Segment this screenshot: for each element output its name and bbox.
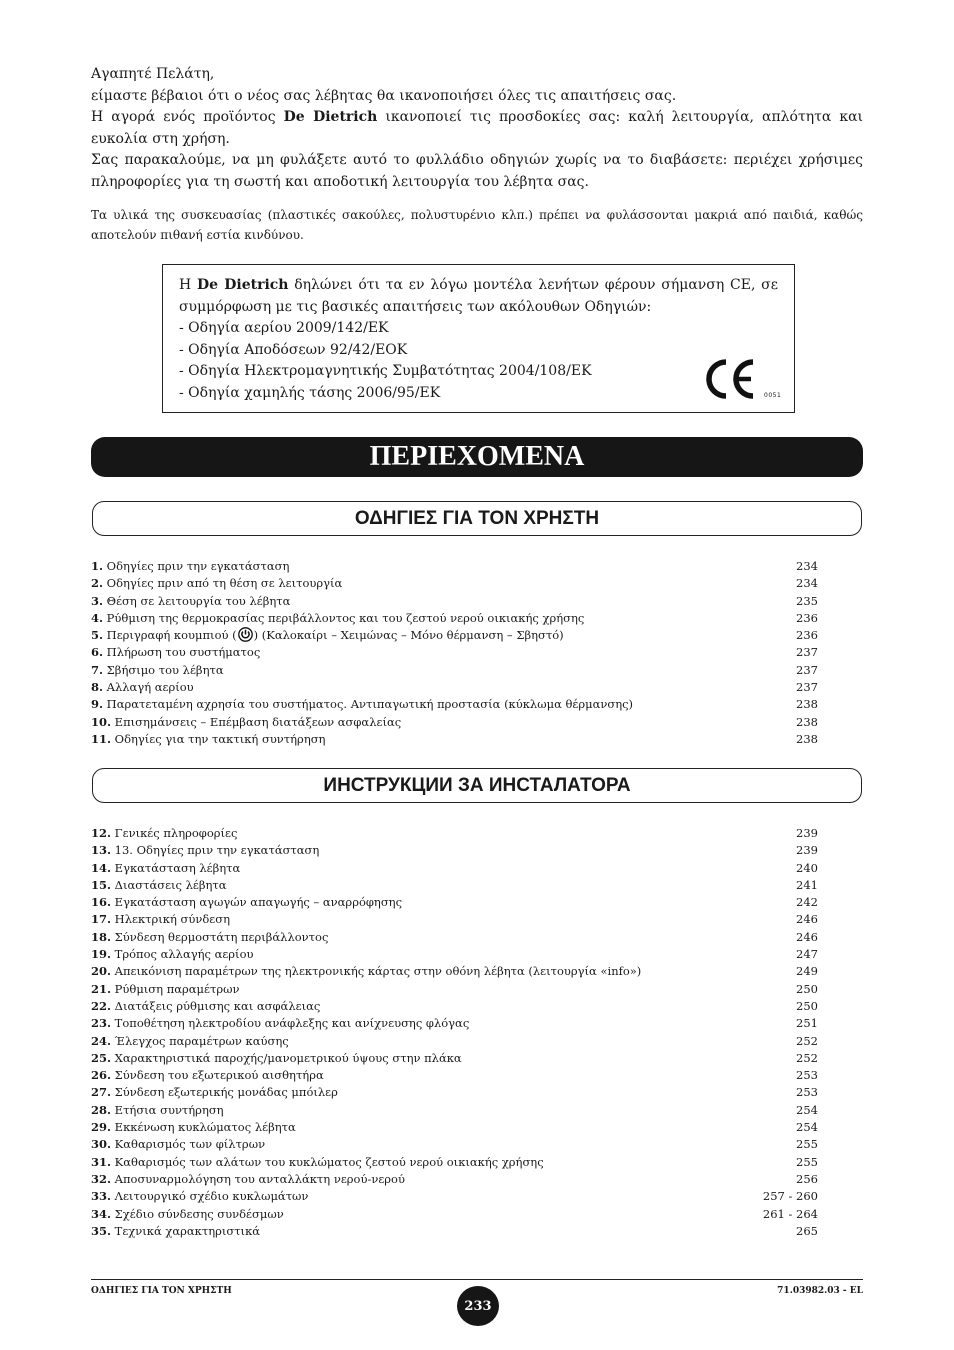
toc-page: 253 xyxy=(796,1068,818,1083)
toc-number: 17. xyxy=(91,912,112,927)
toc-number: 26. xyxy=(91,1068,112,1083)
footer-section-label: ΟΔΗΓΙΕΣ ΓΙΑ ΤΟΝ ΧΡΗΣΤΗ xyxy=(91,1286,232,1296)
toc-text: 13. Οδηγίες πριν την εγκατάσταση xyxy=(114,843,320,858)
toc-item[interactable] xyxy=(91,825,818,842)
toc-item[interactable] xyxy=(91,1067,818,1084)
toc-number: 31. xyxy=(91,1154,112,1169)
toc-page: 252 xyxy=(796,1033,818,1048)
toc-item[interactable] xyxy=(91,1102,818,1119)
power-button-icon xyxy=(238,627,253,642)
user-section-header: ΟΔΗΓΙΕΣ ΓΙΑ ΤΟΝ ΧΡΗΣΤΗ xyxy=(92,501,862,536)
toc-page: 261 - 264 xyxy=(762,1206,818,1221)
toc-text: Παρατεταμένη αχρησία του συστήματος. Αντιπαγωτική προστασία (κύκλωμα θέρμανσης) xyxy=(106,697,634,712)
toc-number: 1. xyxy=(91,559,104,573)
toc-page: 238 xyxy=(796,714,818,729)
toc-number: 5. xyxy=(91,628,104,643)
toc-number: 29. xyxy=(91,1120,112,1135)
brand-name: De Dietrich xyxy=(283,109,378,125)
toc-number: 7. xyxy=(91,662,104,677)
toc-number: 2. xyxy=(91,576,104,591)
toc-item[interactable] xyxy=(91,911,818,928)
intro-text xyxy=(91,64,863,193)
toc-number: 35. xyxy=(91,1223,112,1238)
toc-page: 249 xyxy=(796,964,818,979)
directive-item: - Οδηγία χαμηλής τάσης 2006/95/ΕΚ xyxy=(179,384,441,401)
toc-page: 235 xyxy=(796,593,818,608)
toc-text: Εγκατάσταση λέβητα xyxy=(114,860,241,875)
toc-number: 23. xyxy=(91,1016,112,1031)
toc-item[interactable] xyxy=(91,1154,818,1171)
installer-toc-list xyxy=(91,825,818,1240)
toc-page: 250 xyxy=(796,981,818,996)
toc-text: ) (Καλοκαίρι – Χειμώνας – Μόνο θέρμανση – Σβηστό) xyxy=(253,628,564,643)
toc-page: 234 xyxy=(796,576,818,591)
toc-page: 239 xyxy=(796,843,818,858)
toc-page: 255 xyxy=(796,1137,818,1152)
toc-number: 8. xyxy=(91,680,104,695)
toc-item[interactable] xyxy=(91,1015,818,1032)
toc-number: 25. xyxy=(91,1050,112,1065)
toc-page: 239 xyxy=(796,826,818,840)
toc-number: 24. xyxy=(91,1033,112,1048)
toc-item[interactable] xyxy=(91,679,818,696)
ce-text-part: δηλώνει ότι τα εν λόγω μοντέλα λενήτων φέρουν σήμανση CE, σε συμμόρφωση με τις βασικές απαιτήσεις των ακόλουθων Οδηγιών: xyxy=(179,277,778,315)
toc-page: 240 xyxy=(796,860,818,875)
packaging-warning: Τα υλικά της συσκευασίας (πλαστικές σακούλες, πολυστυρένιο κλπ.) πρέπει να φυλάσσονται μακριά από παιδιά, καθώς αποτελούν πιθανή εστία κινδύνου. xyxy=(91,208,863,242)
toc-item[interactable] xyxy=(91,981,818,998)
toc-page: 237 xyxy=(796,662,818,677)
toc-item[interactable] xyxy=(91,627,818,644)
toc-text: Ρύθμιση παραμέτρων xyxy=(114,981,240,996)
toc-page: 236 xyxy=(796,628,818,643)
toc-number: 9. xyxy=(91,697,104,712)
page-number-badge: 233 xyxy=(457,1286,499,1326)
toc-number: 27. xyxy=(91,1085,112,1100)
toc-text: Επισημάνσεις – Επέμβαση διατάξεων ασφαλείας xyxy=(114,714,402,729)
toc-item[interactable] xyxy=(91,610,818,627)
intro-line: είμαστε βέβαιοι ότι ο νέος σας λέβητας θα ικανοποιήσει όλες τις απαιτήσεις σας. xyxy=(91,87,677,104)
toc-item[interactable] xyxy=(91,946,818,963)
toc-number: 13. xyxy=(91,843,112,858)
ce-text-part: Η xyxy=(179,277,197,293)
toc-text: Οδηγίες πριν την εγκατάσταση xyxy=(106,559,290,573)
toc-item[interactable] xyxy=(91,662,818,679)
intro-text-part: Η αγορά ενός προϊόντος xyxy=(91,109,284,125)
toc-text: Τρόπος αλλαγής αερίου xyxy=(114,947,254,962)
toc-number: 32. xyxy=(91,1171,112,1186)
toc-item[interactable] xyxy=(91,714,818,731)
toc-number: 33. xyxy=(91,1189,112,1204)
toc-item[interactable] xyxy=(91,644,818,661)
toc-text: Οδηγίες πριν από τη θέση σε λειτουργία xyxy=(106,576,343,591)
toc-number: 11. xyxy=(91,731,112,746)
toc-page: 238 xyxy=(796,697,818,712)
intro-line: Σας παρακαλούμε, να μη φυλάξετε αυτό το φυλλάδιο οδηγιών χωρίς να το διαβάσετε: περιέχει χρήσιμες πληροφορίες για τη σωστή και αποδοτική λειτουργία του λέβητα σας. xyxy=(91,152,863,190)
toc-page: 238 xyxy=(796,731,818,746)
toc-page: 250 xyxy=(796,998,818,1013)
toc-item[interactable] xyxy=(91,894,818,911)
ce-declaration-box xyxy=(162,264,795,413)
toc-text: Ηλεκτρική σύνδεση xyxy=(114,912,230,927)
toc-number: 34. xyxy=(91,1206,112,1221)
toc-text: Σύνδεση θερμοστάτη περιβάλλοντος xyxy=(114,929,329,944)
toc-page: 257 - 260 xyxy=(762,1189,818,1204)
toc-number: 18. xyxy=(91,929,112,944)
toc-page: 255 xyxy=(796,1154,818,1169)
toc-page: 265 xyxy=(796,1223,818,1238)
toc-item[interactable] xyxy=(91,929,818,946)
toc-number: 19. xyxy=(91,947,112,962)
toc-item[interactable] xyxy=(91,877,818,894)
toc-text: Σβήσιμο του λέβητα xyxy=(106,662,224,677)
brand-name: De Dietrich xyxy=(196,277,289,293)
toc-number: 14. xyxy=(91,860,112,875)
toc-item[interactable] xyxy=(91,593,818,610)
toc-page: 251 xyxy=(796,1016,818,1031)
ce-intro xyxy=(179,275,778,318)
toc-text: Αποσυναρμολόγηση του ανταλλάκτη νερού-νερού xyxy=(114,1171,405,1186)
toc-item[interactable] xyxy=(91,558,818,575)
toc-number: 4. xyxy=(91,610,104,625)
toc-text: Απεικόνιση παραμέτρων της ηλεκτρονικής κάρτας στην οθόνη λέβητα (λειτουργία «info») xyxy=(114,964,642,979)
toc-text: Σύνδεση του εξωτερικού αισθητήρα xyxy=(114,1068,324,1083)
toc-number: 22. xyxy=(91,998,112,1013)
toc-page: 254 xyxy=(796,1120,818,1135)
toc-item[interactable] xyxy=(91,696,818,713)
ce-mark-icon xyxy=(704,358,764,400)
toc-item[interactable] xyxy=(91,1188,818,1205)
toc-text: Καθαρισμός των αλάτων του κυκλώματος ζεστού νερού οικιακής χρήσης xyxy=(114,1154,544,1169)
toc-number: 16. xyxy=(91,895,112,910)
toc-item[interactable] xyxy=(91,1171,818,1188)
toc-text: Τοποθέτηση ηλεκτροδίου ανάφλεξης και ανίχνευσης φλόγας xyxy=(114,1016,470,1031)
toc-text: Χαρακτηριστικά παροχής/μανομετρικού ύψους στην πλάκα xyxy=(114,1050,462,1065)
footer-doc-code: 71.03982.03 - EL xyxy=(777,1286,863,1296)
toc-item[interactable] xyxy=(91,998,818,1015)
toc-page: 234 xyxy=(796,559,818,573)
toc-item[interactable] xyxy=(91,860,818,877)
toc-page: 256 xyxy=(796,1171,818,1186)
toc-item[interactable] xyxy=(91,963,818,980)
toc-page: 237 xyxy=(796,680,818,695)
toc-number: 28. xyxy=(91,1102,112,1117)
toc-number: 3. xyxy=(91,593,104,608)
toc-text: Ετήσια συντήρηση xyxy=(114,1102,224,1117)
directive-item: - Οδηγία Αποδόσεων 92/42/ΕΟΚ xyxy=(179,341,408,358)
toc-text: Εκκένωση κυκλώματος λέβητα xyxy=(114,1120,296,1135)
toc-item[interactable] xyxy=(91,842,818,859)
toc-page: 252 xyxy=(796,1050,818,1065)
toc-item[interactable] xyxy=(91,731,818,748)
toc-page: 241 xyxy=(796,877,818,892)
toc-text: Τεχνικά χαρακτηριστικά xyxy=(114,1223,261,1238)
toc-number: 12. xyxy=(91,826,112,840)
contents-title: ΠΕΡΙΕΧΟΜΕΝΑ xyxy=(91,437,863,477)
toc-item[interactable] xyxy=(91,1084,818,1101)
toc-text: Οδηγίες για την τακτική συντήρηση xyxy=(114,731,326,746)
user-toc-list xyxy=(91,558,818,748)
ce-notified-body-number: 0051 xyxy=(764,392,782,399)
ce-declaration-text xyxy=(179,275,778,404)
toc-text: Πλήρωση του συστήματος xyxy=(106,645,261,660)
toc-item[interactable] xyxy=(91,1050,818,1067)
greeting: Αγαπητέ Πελάτη, xyxy=(91,66,215,82)
toc-number: 15. xyxy=(91,877,112,892)
toc-page: 246 xyxy=(796,912,818,927)
toc-text: Εγκατάσταση αγωγών απαγωγής – αναρρόφησης xyxy=(114,895,403,910)
directive-item: - Οδηγία Ηλεκτρομαγνητικής Συμβατότητας 2004/108/ΕΚ xyxy=(179,363,592,379)
toc-text: Γενικές πληροφορίες xyxy=(114,826,238,840)
toc-page: 237 xyxy=(796,645,818,660)
toc-item[interactable] xyxy=(91,1119,818,1136)
toc-number: 30. xyxy=(91,1137,112,1152)
toc-text: Αλλαγή αερίου xyxy=(106,680,194,695)
installer-section-header: ИНСТРУКЦИИ ЗА ИНСТАЛАТОРА xyxy=(92,768,862,803)
toc-text: Διατάξεις ρύθμισης και ασφάλειας xyxy=(114,998,321,1013)
toc-text: Διαστάσεις λέβητα xyxy=(114,877,227,892)
toc-number: 6. xyxy=(91,645,104,660)
toc-item[interactable] xyxy=(91,1033,818,1050)
toc-item[interactable] xyxy=(91,1206,818,1223)
toc-page: 247 xyxy=(796,947,818,962)
toc-page: 246 xyxy=(796,929,818,944)
toc-text: Σύνδεση εξωτερικής μονάδας μπόιλερ xyxy=(114,1085,338,1100)
toc-text: Καθαρισμός των φίλτρων xyxy=(114,1137,266,1152)
toc-text: Σχέδιο σύνδεσης συνδέσμων xyxy=(114,1206,284,1221)
toc-text: Έλεγχος παραμέτρων καύσης xyxy=(114,1033,289,1048)
toc-text: Θέση σε λειτουργία του λέβητα xyxy=(106,593,291,608)
toc-text: Ρύθμιση της θερμοκρασίας περιβάλλοντος και του ζεστού νερού οικιακής χρήσης xyxy=(106,610,585,625)
toc-number: 21. xyxy=(91,981,112,996)
directive-item: - Οδηγία αερίου 2009/142/ΕΚ xyxy=(179,320,389,336)
toc-item[interactable] xyxy=(91,1136,818,1153)
intro-line xyxy=(91,107,863,150)
toc-number: 10. xyxy=(91,714,112,729)
toc-page: 236 xyxy=(796,610,818,625)
toc-text: Περιγραφή κουμπιού ( xyxy=(106,628,237,643)
toc-item[interactable] xyxy=(91,1223,818,1240)
toc-page: 242 xyxy=(796,895,818,910)
toc-number: 20. xyxy=(91,964,112,979)
intro-text-part: ικανοποιεί τις προσδοκίες σας: καλή λειτουργία, απλότητα και ευκολία στη χρήση. xyxy=(91,109,864,147)
toc-page: 254 xyxy=(796,1102,818,1117)
toc-item[interactable] xyxy=(91,575,818,592)
toc-page: 253 xyxy=(796,1085,818,1100)
footer-divider xyxy=(91,1279,863,1280)
toc-text: Λειτουργικό σχέδιο κυκλωμάτων xyxy=(114,1189,309,1204)
